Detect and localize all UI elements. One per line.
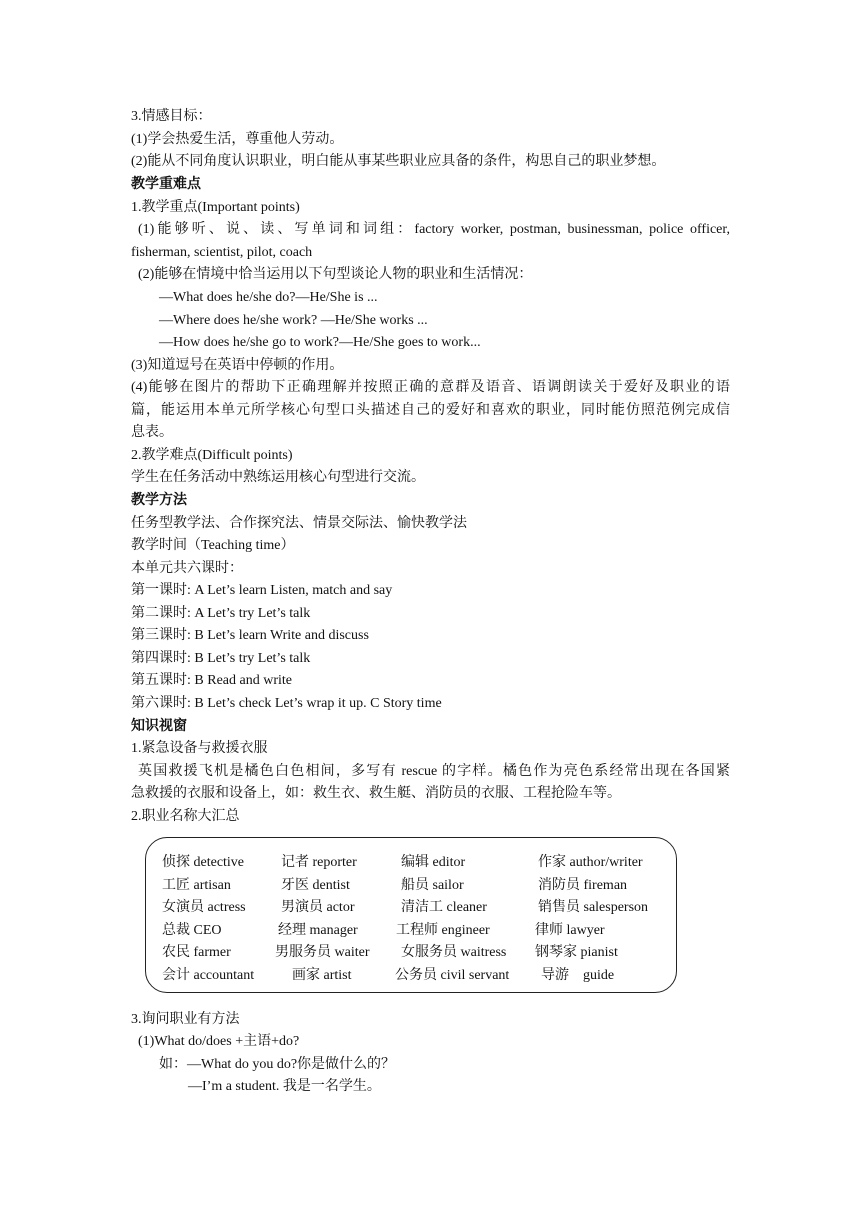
heading-knowledge-window: 知识视窗 bbox=[131, 719, 187, 734]
job-entry: 销售员 salesperson bbox=[538, 900, 649, 915]
paragraph-line: 英国救援飞机是橘色白色相间，多写有 rescue 的字样。橘色作为亮色系经常出现在各国紧 bbox=[138, 764, 730, 779]
heading-key-points: 教学重难点 bbox=[131, 177, 201, 192]
paragraph-line: 息表。 bbox=[131, 425, 173, 440]
paragraph-line: 急救援的衣服和设备上，如：救生衣、救生艇、消防员的衣服、工程抢险车等。 bbox=[131, 786, 621, 801]
job-entry: 作家 author/writer bbox=[538, 855, 643, 870]
job-entry: 农民 farmer bbox=[162, 945, 231, 960]
job-entry: 侦探 detective bbox=[162, 855, 245, 870]
job-entry: 记者 reporter bbox=[281, 855, 357, 870]
job-entry: 公务员 civil servant bbox=[395, 968, 510, 983]
paragraph-line: (1)What do/does +主语+do? bbox=[138, 1034, 300, 1049]
job-entry: 船员 sailor bbox=[401, 878, 464, 893]
job-entry: 女演员 actress bbox=[162, 900, 246, 915]
subheading-difficult-points: 2.教学难点(Difficult points) bbox=[131, 448, 293, 463]
lesson-item: 第六课时: B Let’s check Let’s wrap it up. C Story time bbox=[131, 696, 442, 711]
lesson-item: 第五课时: B Read and write bbox=[131, 673, 292, 688]
job-entry: 画家 artist bbox=[292, 968, 352, 983]
paragraph-line: (2)能够在情境中恰当运用以下句型谈论人物的职业和生活情况： bbox=[138, 267, 533, 282]
lesson-item: 第一课时: A Let’s learn Listen, match and say bbox=[131, 583, 393, 598]
lesson-item: 第四课时: B Let’s try Let’s talk bbox=[131, 651, 311, 666]
job-entry: 消防员 fireman bbox=[538, 878, 628, 893]
lesson-item: 第二课时: A Let’s try Let’s talk bbox=[131, 606, 311, 621]
job-entry: 编辑 editor bbox=[401, 855, 466, 870]
paragraph-line: 任务型教学法、合作探究法、情景交际法、愉快教学法 bbox=[131, 516, 467, 531]
paragraph-line: 篇，能运用本单元所学核心句型口头描述自己的爱好和喜欢的职业，同时能仿照范例完成信 bbox=[131, 403, 730, 418]
section-emotional-goals: 3.情感目标： bbox=[131, 109, 212, 124]
job-entry: 导游 guide bbox=[541, 968, 615, 983]
job-entry: 律师 lawyer bbox=[535, 923, 605, 938]
sentence-pattern: —Where does he/she work? —He/She works ... bbox=[159, 313, 428, 328]
job-entry: 总裁 CEO bbox=[162, 923, 222, 938]
paragraph-line: 3.询问职业有方法 bbox=[131, 1012, 240, 1027]
job-names-box bbox=[145, 837, 677, 993]
paragraph-line: 学生在任务活动中熟练运用核心句型进行交流。 bbox=[131, 470, 425, 485]
paragraph-line: fisherman, scientist, pilot, coach bbox=[131, 245, 313, 260]
paragraph-line: (4)能够在图片的帮助下正确理解并按照正确的意群及语音、语调朗读关于爱好及职业的语 bbox=[131, 380, 730, 395]
job-entry: 工匠 artisan bbox=[162, 878, 231, 893]
subheading-important-points: 1.教学重点(Important points) bbox=[131, 200, 300, 215]
job-entry: 女服务员 waitress bbox=[401, 945, 507, 960]
paragraph-line: (3)知道逗号在英语中停顿的作用。 bbox=[131, 358, 344, 373]
job-entry: 清洁工 cleaner bbox=[401, 900, 487, 915]
example-line: —I’m a student. 我是一名学生。 bbox=[188, 1079, 381, 1094]
job-entry: 男服务员 waiter bbox=[275, 945, 370, 960]
job-entry: 男演员 actor bbox=[281, 900, 355, 915]
sentence-pattern: —How does he/she go to work?—He/She goes to work... bbox=[159, 335, 481, 350]
paragraph-line: (1)能够听、说、读、写单词和词组：factory worker, postman, businessman, police officer, bbox=[138, 222, 730, 237]
goal-item: (2)能从不同角度认识职业，明白能从事某些职业应具备的条件，构思自己的职业梦想。 bbox=[131, 154, 666, 169]
teaching-time-label: 教学时间（Teaching time） bbox=[131, 538, 295, 553]
example-line: 如：—What do you do?你是做什么的？ bbox=[159, 1057, 396, 1072]
paragraph-line: 本单元共六课时： bbox=[131, 561, 243, 576]
job-entry: 钢琴家 pianist bbox=[535, 945, 618, 960]
heading-teaching-methods: 教学方法 bbox=[131, 493, 187, 508]
job-entry: 牙医 dentist bbox=[281, 878, 350, 893]
job-entry: 会计 accountant bbox=[162, 968, 255, 983]
goal-item: (1)学会热爱生活，尊重他人劳动。 bbox=[131, 132, 344, 147]
lesson-item: 第三课时: B Let’s learn Write and discuss bbox=[131, 628, 369, 643]
paragraph-line: 2.职业名称大汇总 bbox=[131, 809, 240, 824]
job-entry: 经理 manager bbox=[278, 923, 358, 938]
job-entry: 工程师 engineer bbox=[396, 923, 490, 938]
paragraph-line: 1.紧急设备与救援衣服 bbox=[131, 741, 268, 756]
sentence-pattern: —What does he/she do?—He/She is ... bbox=[159, 290, 378, 305]
